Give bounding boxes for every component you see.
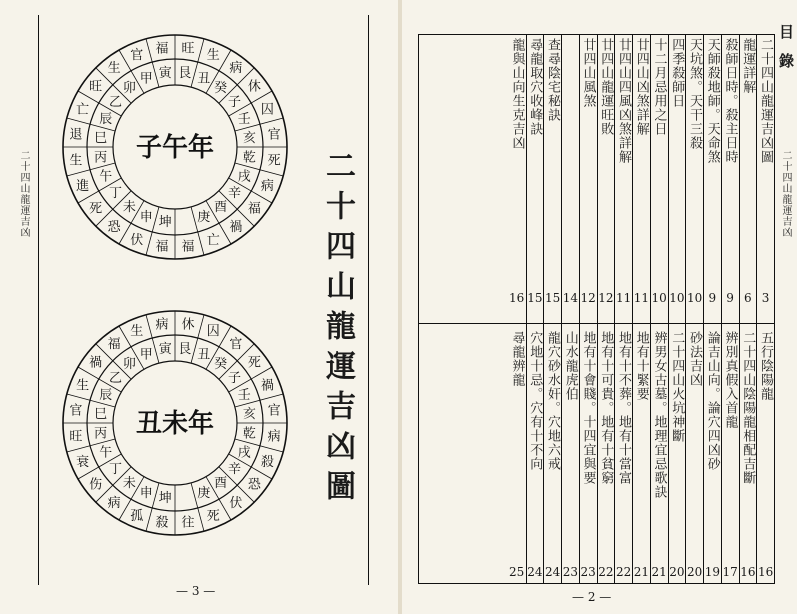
toc-column (543, 35, 561, 583)
wheel-outer-label: 旺 (89, 79, 103, 95)
page-number: — 2 — (572, 590, 612, 604)
toc-entry-upper[interactable]: 龍與山向生克吉凶 (509, 38, 525, 150)
wheel-outer-label: 福 (155, 41, 169, 57)
wheel-outer-label: 生 (69, 153, 83, 169)
wheel-outer-label: 往 (181, 515, 195, 531)
wheel-inner-label: 子 (227, 370, 242, 386)
toc-page-upper: 3 (761, 291, 770, 305)
toc-header: 目錄 (777, 24, 795, 82)
wheel-inner-label: 甲 (139, 71, 153, 87)
wheel-inner-label: 丁 (108, 462, 123, 478)
wheel-inner-label: 辛 (227, 186, 242, 202)
wheel-inner-label: 乾 (242, 426, 256, 442)
wheel-outer-label: 恐 (247, 477, 261, 493)
wheel-inner-label: 癸 (214, 81, 228, 97)
toc-page-upper: 16 (508, 291, 525, 305)
toc-page-upper: 9 (726, 291, 734, 305)
toc-column (721, 35, 739, 583)
right-margin-rule (368, 15, 369, 585)
wheel-inner-label: 酉 (214, 200, 228, 216)
wheel-inner-label: 巳 (94, 406, 108, 422)
wheel-outer-label: 福 (181, 239, 195, 255)
wheel-center-label: 丑未年 (135, 409, 215, 439)
wheel-inner-label: 丙 (94, 426, 108, 442)
wheel-inner-label: 子 (227, 94, 242, 110)
toc-column (561, 35, 579, 583)
toc-page-lower: 19 (704, 565, 721, 579)
wheel-outer-label: 死 (267, 153, 281, 169)
wheel-inner-label: 丑 (197, 347, 211, 363)
toc-page-lower: 20 (669, 565, 685, 579)
wheel-center-label: 子午年 (135, 133, 215, 163)
toc-page-lower: 24 (544, 565, 561, 579)
toc-page-lower: 17 (722, 565, 738, 579)
wheel-outer-label: 囚 (260, 102, 274, 118)
toc-page-upper: 11 (633, 291, 650, 305)
wheel-outer-label: 生 (76, 378, 90, 394)
wheel-outer-label: 禍 (260, 378, 274, 394)
toc-column (614, 35, 632, 583)
wheel-inner-label: 辛 (227, 462, 242, 478)
toc-page-upper: 10 (686, 291, 703, 305)
wheel-outer-label: 官 (229, 337, 243, 353)
page-title: 二十四山龍運吉凶圖 (320, 150, 355, 510)
toc-entry-lower[interactable]: 地有十緊要 (633, 331, 649, 401)
wheel-outer-label: 禍 (229, 219, 243, 235)
wheel-inner-label: 艮 (178, 342, 192, 358)
wheel-outer-label: 福 (247, 201, 261, 217)
wheel-inner-label: 坤 (158, 490, 172, 506)
toc-page-upper: 11 (615, 291, 632, 305)
wheel-outer-label: 生 (130, 324, 144, 340)
wheel-outer-label: 福 (155, 239, 169, 255)
toc-page-lower: 21 (633, 565, 650, 579)
toc-page-lower: 23 (580, 565, 596, 579)
wheel-outer-label: 生 (107, 61, 121, 77)
wheel-inner-label: 未 (122, 476, 136, 492)
wheel-outer-label: 殺 (155, 515, 169, 531)
wheel-outer-label: 伏 (130, 232, 144, 248)
toc-page-upper: 12 (598, 291, 614, 305)
toc-column (739, 35, 757, 583)
toc-entry-lower[interactable]: 穴地十忌。穴有十不向 (527, 331, 543, 471)
toc-page-lower: 23 (562, 565, 579, 579)
wheel-inner-label: 辰 (99, 111, 113, 127)
wheel-inner-label: 壬 (237, 387, 251, 403)
toc-page-upper: 12 (580, 291, 596, 305)
wheel-outer-label: 官 (130, 48, 144, 64)
wheel-inner-label: 庚 (197, 485, 211, 501)
toc-entry-upper[interactable]: 殺師日時。殺主日時 (722, 38, 738, 164)
toc-entry-upper[interactable]: 天坑煞。天干三殺 (687, 38, 702, 150)
right-page (400, 0, 793, 614)
wheel-inner-label: 申 (139, 209, 153, 225)
wheel-outer-label: 休 (247, 79, 261, 95)
wheel-outer-label: 亡 (206, 232, 220, 248)
toc-page-lower: 25 (508, 565, 525, 579)
left-margin-rule (38, 15, 39, 585)
wheel-inner-label: 戌 (237, 445, 251, 461)
toc-entry-upper[interactable]: 龍運詳解 (740, 38, 756, 94)
wheel-inner-label: 午 (99, 445, 113, 461)
toc-column (668, 35, 686, 583)
toc-page-lower: 16 (740, 565, 756, 579)
wheel-zi-wu (60, 22, 290, 272)
wheel-inner-label: 戌 (237, 169, 251, 185)
wheel-inner-label: 丙 (94, 150, 108, 166)
wheel-outer-label: 旺 (181, 41, 195, 57)
wheel-outer-label: 官 (267, 403, 281, 419)
wheel-inner-label: 辰 (99, 387, 113, 403)
running-head: 二十四山龍運吉凶 (780, 150, 791, 238)
toc-column (632, 35, 650, 583)
wheel-outer-label: 生 (206, 48, 220, 64)
wheel-inner-label: 乾 (242, 150, 256, 166)
toc-entry-lower[interactable]: 龍穴砂水奸。穴地六戒 (545, 331, 560, 471)
toc-column (756, 35, 774, 583)
wheel-outer-label: 進 (76, 178, 90, 194)
wheel-inner-label: 酉 (214, 476, 228, 492)
wheel-outer-label: 殺 (260, 454, 274, 470)
wheel-outer-label: 病 (107, 495, 121, 511)
wheel-inner-label: 寅 (158, 342, 172, 358)
wheel-inner-label: 乙 (108, 94, 123, 110)
toc-page-lower: 22 (598, 565, 614, 579)
wheel-inner-label: 巳 (94, 130, 108, 146)
wheel-outer-label: 官 (267, 127, 281, 143)
toc-page-lower: 21 (651, 565, 667, 579)
toc-page-lower: 24 (527, 565, 543, 579)
wheel-outer-label: 病 (155, 317, 169, 333)
toc-entry-upper[interactable]: 十二月忌用之日 (651, 38, 667, 136)
toc-columns (419, 35, 774, 583)
running-head: 二十四山龍運吉凶 (18, 150, 29, 238)
wheel-inner-label: 卯 (122, 357, 136, 373)
toc-mid-rule (419, 323, 774, 324)
wheel-inner-label: 庚 (197, 209, 211, 225)
toc-entry-upper[interactable]: 二十四山龍運吉凶圖 (758, 38, 773, 164)
wheel-inner-label: 未 (122, 200, 136, 216)
toc-column (650, 35, 668, 583)
wheel-outer-label: 官 (69, 403, 83, 419)
toc-page-upper: 15 (544, 291, 561, 305)
wheel-inner-label: 坤 (158, 214, 172, 230)
toc-page-lower: 20 (686, 565, 703, 579)
toc-entry-upper[interactable]: 尋龍取穴收峰訣 (527, 38, 543, 136)
wheel-inner-label: 寅 (158, 66, 172, 82)
toc-entry-lower[interactable]: 尋龍辨龍 (509, 331, 525, 387)
wheel-outer-label: 孤 (130, 508, 144, 524)
wheel-inner-label: 丑 (197, 71, 211, 87)
wheel-outer-label: 囚 (206, 324, 220, 340)
toc-page-upper: 15 (527, 291, 543, 305)
wheel-inner-label: 亥 (242, 130, 256, 146)
wheel-inner-label: 卯 (122, 81, 136, 97)
toc-column (703, 35, 721, 583)
toc-column (508, 35, 526, 583)
wheel-inner-label: 甲 (139, 347, 153, 363)
wheel-outer-label: 亡 (76, 102, 90, 118)
toc-column (597, 35, 615, 583)
toc-entry-upper[interactable]: 廿四山龍運旺敗 (598, 38, 614, 136)
wheel-outer-label: 伤 (89, 477, 103, 493)
toc-table (418, 34, 775, 584)
wheel-outer-label: 退 (69, 127, 83, 143)
wheel-outer-label: 禍 (89, 355, 103, 371)
wheel-outer-label: 旺 (69, 429, 83, 445)
wheel-outer-label: 恐 (107, 219, 121, 235)
wheel-outer-label: 死 (247, 355, 261, 371)
toc-entry-upper[interactable]: 天師殺地師。天命煞 (704, 38, 720, 164)
toc-page-upper: 10 (669, 291, 685, 305)
toc-entry-upper[interactable]: 廿四山風煞 (580, 38, 596, 108)
toc-entry-lower[interactable]: 辨男女古墓。地理宜忌歌訣 (651, 331, 667, 499)
toc-page-lower: 22 (615, 565, 632, 579)
wheel-inner-label: 申 (139, 485, 153, 501)
toc-entry-lower[interactable]: 論吉山向。論穴四凶砂 (704, 331, 720, 471)
page-number: — 3 — (176, 584, 216, 598)
wheel-outer-label: 死 (206, 508, 220, 524)
toc-entry-lower[interactable]: 地有十不葬。地有十當富 (616, 331, 631, 485)
wheel-outer-label: 病 (267, 429, 281, 445)
wheel-outer-label: 伏 (229, 495, 243, 511)
toc-entry-upper[interactable]: 廿四山凶煞詳解 (633, 38, 649, 136)
wheel-outer-label: 衰 (76, 454, 90, 470)
wheel-outer-label: 福 (107, 337, 121, 353)
wheel-inner-label: 壬 (237, 111, 251, 127)
wheel-inner-label: 丁 (108, 186, 123, 202)
toc-entry-upper[interactable]: 廿四山四風凶煞詳解 (616, 38, 631, 164)
wheel-chou-wei (60, 298, 290, 548)
toc-entry-lower[interactable]: 五行陰陽龍 (758, 331, 773, 401)
toc-column (526, 35, 544, 583)
toc-page-upper: 10 (651, 291, 667, 305)
toc-page-upper: 9 (708, 291, 717, 305)
toc-entry-lower[interactable]: 二十四山陰陽龍相配吉斷 (740, 331, 756, 485)
wheel-inner-label: 乙 (108, 370, 123, 386)
toc-entry-lower[interactable]: 地有十會賤。十四宜與要 (580, 331, 596, 485)
toc-entry-lower[interactable]: 辨別真假入首龍 (722, 331, 738, 429)
toc-entry-upper[interactable]: 查尋陰宅秘訣 (545, 38, 560, 122)
wheel-inner-label: 癸 (214, 357, 228, 373)
toc-page-upper: 6 (744, 291, 752, 305)
wheel-inner-label: 午 (99, 169, 113, 185)
toc-entry-upper[interactable]: 四季殺師日 (669, 38, 685, 108)
toc-column (685, 35, 703, 583)
wheel-outer-label: 死 (89, 201, 103, 217)
toc-entry-lower[interactable]: 地有十可貴。地有十貧窮 (598, 331, 614, 485)
toc-column (579, 35, 597, 583)
toc-page-lower: 16 (757, 565, 774, 579)
toc-entry-lower[interactable]: 砂法吉凶 (687, 331, 702, 387)
wheel-outer-label: 病 (260, 178, 274, 194)
wheel-inner-label: 亥 (242, 406, 256, 422)
wheel-inner-label: 艮 (178, 66, 192, 82)
toc-entry-lower[interactable]: 二十四山火坑神斷 (669, 331, 685, 443)
toc-page-upper: 14 (562, 291, 579, 305)
wheel-outer-label: 病 (229, 61, 243, 77)
toc-entry-lower[interactable]: 山水龍虎伯 (562, 331, 578, 401)
wheel-outer-label: 休 (181, 317, 195, 333)
